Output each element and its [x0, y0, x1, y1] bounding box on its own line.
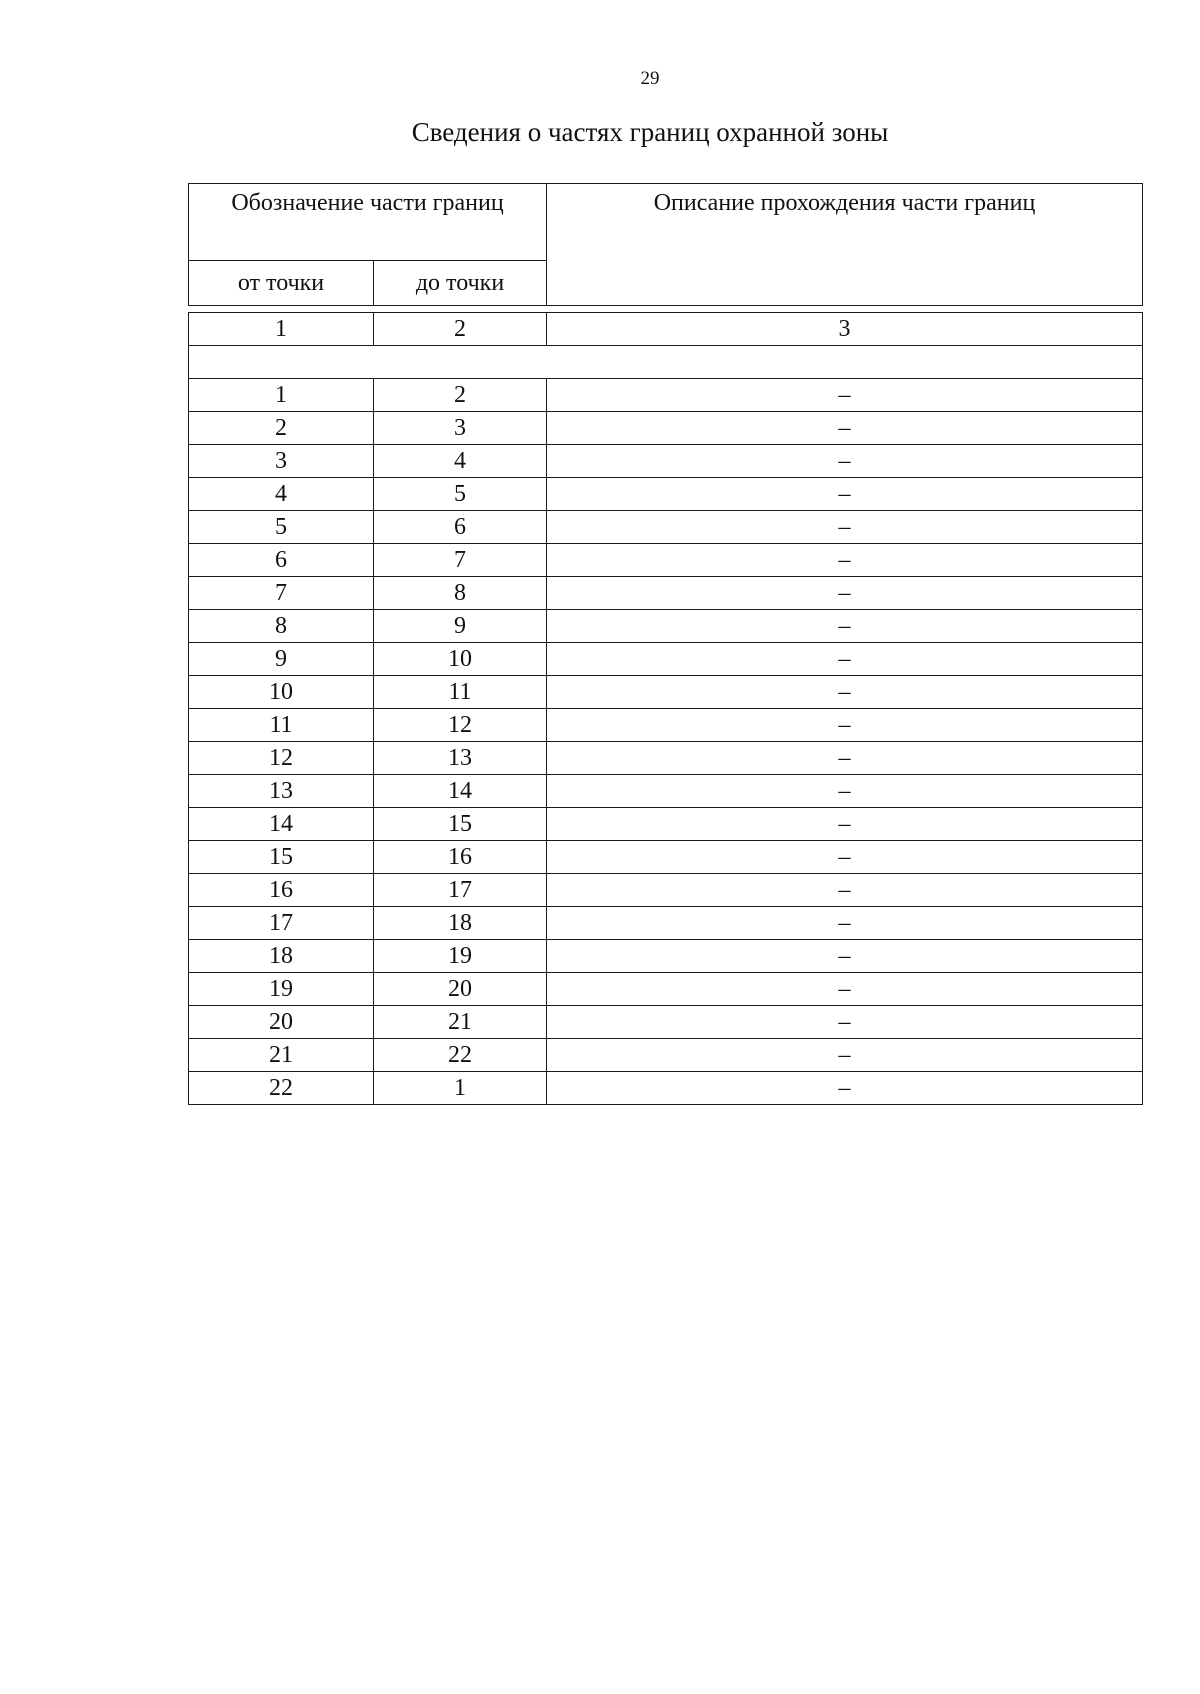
cell-to: 14	[374, 775, 547, 808]
table-row	[189, 412, 1143, 445]
table-row	[189, 676, 1143, 709]
header-boundary-designation: Обозначение части границ	[189, 184, 547, 261]
table-row	[189, 577, 1143, 610]
table-row	[189, 1039, 1143, 1072]
cell-from: 22	[189, 1072, 374, 1105]
table-row	[189, 643, 1143, 676]
cell-to: 4	[374, 445, 547, 478]
table-row	[189, 940, 1143, 973]
cell-to: 3	[374, 412, 547, 445]
cell-desc: –	[547, 742, 1143, 775]
cell-from: 1	[189, 379, 374, 412]
header-to-point: до точки	[374, 261, 547, 306]
cell-desc: –	[547, 1039, 1143, 1072]
column-number: 1	[189, 313, 374, 346]
cell-from: 12	[189, 742, 374, 775]
table-body	[188, 312, 1143, 1105]
table-row	[189, 841, 1143, 874]
cell-to: 16	[374, 841, 547, 874]
column-number: 2	[374, 313, 547, 346]
cell-desc: –	[547, 973, 1143, 1006]
cell-from: 13	[189, 775, 374, 808]
column-number: 3	[547, 313, 1143, 346]
table-row	[189, 808, 1143, 841]
table-row	[189, 1072, 1143, 1105]
cell-desc: –	[547, 643, 1143, 676]
column-number-row	[189, 313, 1143, 346]
cell-from: 6	[189, 544, 374, 577]
cell-desc: –	[547, 478, 1143, 511]
cell-from: 4	[189, 478, 374, 511]
header-boundary-description: Описание прохождения части границ	[547, 184, 1143, 306]
cell-to: 8	[374, 577, 547, 610]
table-row	[189, 973, 1143, 1006]
cell-desc: –	[547, 1072, 1143, 1105]
cell-desc: –	[547, 676, 1143, 709]
table-row	[189, 742, 1143, 775]
cell-from: 2	[189, 412, 374, 445]
cell-desc: –	[547, 874, 1143, 907]
cell-to: 10	[374, 643, 547, 676]
table-header	[188, 183, 1143, 306]
cell-from: 9	[189, 643, 374, 676]
table-row	[189, 478, 1143, 511]
cell-desc: –	[547, 610, 1143, 643]
cell-to: 15	[374, 808, 547, 841]
cell-from: 18	[189, 940, 374, 973]
table-row	[189, 445, 1143, 478]
cell-to: 22	[374, 1039, 547, 1072]
cell-to: 12	[374, 709, 547, 742]
cell-to: 9	[374, 610, 547, 643]
cell-to: 13	[374, 742, 547, 775]
cell-to: 2	[374, 379, 547, 412]
table-row	[189, 1006, 1143, 1039]
table-row	[189, 610, 1143, 643]
page-number: 29	[640, 68, 660, 89]
cell-to: 1	[374, 1072, 547, 1105]
cell-from: 8	[189, 610, 374, 643]
boundary-parts-table	[188, 183, 1142, 1105]
table-row	[189, 544, 1143, 577]
cell-desc: –	[547, 577, 1143, 610]
cell-to: 6	[374, 511, 547, 544]
cell-to: 20	[374, 973, 547, 1006]
cell-from: 15	[189, 841, 374, 874]
cell-desc: –	[547, 907, 1143, 940]
cell-to: 18	[374, 907, 547, 940]
cell-from: 14	[189, 808, 374, 841]
table-row	[189, 709, 1143, 742]
cell-desc: –	[547, 412, 1143, 445]
cell-from: 21	[189, 1039, 374, 1072]
cell-to: 5	[374, 478, 547, 511]
cell-from: 3	[189, 445, 374, 478]
cell-desc: –	[547, 511, 1143, 544]
section-cell	[189, 346, 1143, 379]
cell-desc: –	[547, 544, 1143, 577]
cell-from: 5	[189, 511, 374, 544]
section-row	[189, 346, 1143, 379]
cell-from: 7	[189, 577, 374, 610]
cell-to: 11	[374, 676, 547, 709]
cell-to: 21	[374, 1006, 547, 1039]
table-row	[189, 511, 1143, 544]
cell-desc: –	[547, 1006, 1143, 1039]
cell-desc: –	[547, 841, 1143, 874]
cell-from: 10	[189, 676, 374, 709]
table-row	[189, 775, 1143, 808]
cell-desc: –	[547, 775, 1143, 808]
cell-from: 19	[189, 973, 374, 1006]
table-row	[189, 874, 1143, 907]
table-row	[189, 379, 1143, 412]
cell-desc: –	[547, 808, 1143, 841]
page-title: Сведения о частях границ охранной зоны	[411, 117, 889, 147]
cell-from: 16	[189, 874, 374, 907]
cell-desc: –	[547, 940, 1143, 973]
cell-to: 17	[374, 874, 547, 907]
header-from-point: от точки	[189, 261, 374, 306]
cell-desc: –	[547, 445, 1143, 478]
cell-desc: –	[547, 709, 1143, 742]
cell-from: 17	[189, 907, 374, 940]
cell-to: 7	[374, 544, 547, 577]
cell-from: 20	[189, 1006, 374, 1039]
cell-from: 11	[189, 709, 374, 742]
cell-to: 19	[374, 940, 547, 973]
table-row	[189, 907, 1143, 940]
cell-desc: –	[547, 379, 1143, 412]
